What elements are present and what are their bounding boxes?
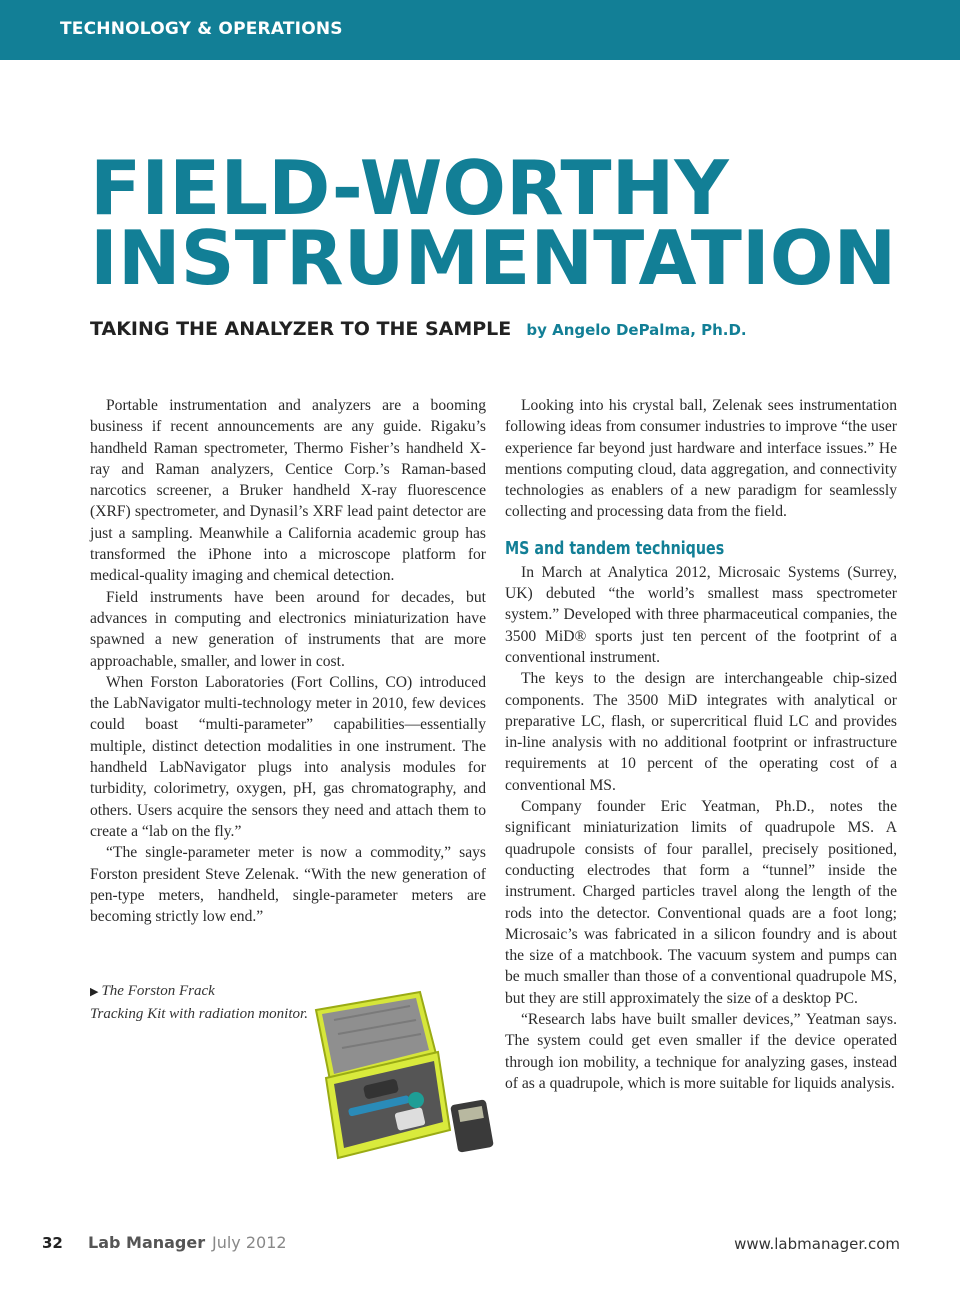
paragraph: When Forston Laboratories (Fort Collins, CO) introduced the LabNavigator multi-technology meter in 2010, few devices could boast “multi-parameter” capabilities—essentially multiple, distinct detection modalities in one instrument. The handheld LabNavigator plugs into analysis modules for turbidity, colorimetry, oxygen, pH, gas chromatography, and others. Users acquire the sensors they need and attach them to create a “lab on the fly.”: [90, 673, 486, 840]
paragraph: Company founder Eric Yeatman, Ph.D., notes the significant miniaturization limits of quadrupole MS. A quadrupole consists of four parallel, precisely positioned, conducting electrodes that form a “tunnel” inside the instrument. Charged particles travel along the length of the rods into the detector. Conventional quads are a foot long; Microsaic’s was fabricated in a silicon foundry and is about the size of a matchbook. The vacuum system and pumps can be much smaller than those of a conventional quadrupole MS, but they are still approximately the size of a desktop PC.: [505, 798, 897, 1007]
caption-line-2: Tracking Kit with radiation monitor.: [90, 1006, 308, 1022]
caption-line-1: The Forston Frack: [101, 983, 215, 999]
left-column: [90, 395, 486, 927]
tracking-kit-photo: [308, 990, 498, 1160]
article-deck: TAKING THE ANALYZER TO THE SAMPLE: [90, 318, 512, 340]
right-column: [505, 395, 897, 1094]
subhead: [90, 318, 747, 340]
caption-arrow-icon: ▶: [90, 986, 99, 998]
paragraph: Field instruments have been around for decades, but advances in computing and electronics miniaturization have spawned a new generation of instruments that are more approachable, smaller, and lower in cost.: [90, 588, 486, 670]
sensor-cap: [408, 1092, 424, 1108]
subsection-heading: MS and tandem techniques: [505, 537, 725, 559]
byline: by Angelo DePalma, Ph.D.: [526, 321, 747, 339]
website-url: www.labmanager.com: [734, 1235, 900, 1253]
title-line-1: FIELD-WORTHY: [90, 144, 729, 232]
page-footer: [0, 1232, 960, 1256]
page-number: 32: [42, 1234, 63, 1252]
section-header-bar: [0, 0, 960, 60]
paragraph: “The single-parameter meter is now a commodity,” says Forston president Steve Zelenak. “With the new generation of pen-type meters, handheld, single-parameter meters are becoming strictly low end.”: [90, 844, 486, 926]
radiation-monitor: [450, 1099, 494, 1153]
paragraph: “Research labs have built smaller devices,” Yeatman says. The system could get even smaller if the device operated through ion mobility, a technique for analyzing gases, instead of as a quadrupole, which is more suitable for liquids analysis.: [505, 1011, 897, 1092]
paragraph: Portable instrumentation and analyzers are a booming business if recent announcements are any guide. Rigaku’s handheld Raman spectrometer, Thermo Fisher’s handheld X-ray and Raman analyzers, Centice Corp.’s Raman-based narcotics screener, a Bruker handheld X-ray fluorescence (XRF) spectrometer, and Dynasil’s XRF lead paint detector are just a sampling. Meanwhile a California academic group has transformed the iPhone into a microscope platform for medical-quality imaging and chemical detection.: [90, 397, 486, 585]
paragraph: Looking into his crystal ball, Zelenak sees instrumentation following ideas from consumer industries to improve “the user experience far beyond just hardware and interface issues.” He mentions computing cloud, data aggregation, and connectivity technologies as enablers of a new paradigm for seamlessly collecting and processing data from the field.: [505, 397, 897, 521]
figure-caption: [90, 980, 310, 1025]
issue-date: July 2012: [212, 1233, 287, 1252]
paragraph: The keys to the design are interchangeable chip-sized components. The 3500 MiD integrates with analytical or preparative LC, flash, or supercritical fluid LC and provides in-line analysis with no additional footprint or infrastructure requirements at 10 percent of the operating cost of a conventional MS.: [505, 670, 897, 794]
title-line-2: INSTRUMENTATION: [90, 214, 897, 302]
article-title: [90, 144, 897, 302]
magazine-name: Lab Manager: [88, 1233, 206, 1252]
section-label: TECHNOLOGY & OPERATIONS: [60, 19, 343, 39]
paragraph: In March at Analytica 2012, Microsaic Systems (Surrey, UK) debuted “the world’s smallest mass spectrometer system.” Developed with three pharmaceutical companies, the 3500 MiD® sports just ten percent of the footprint of a conventional instrument.: [505, 563, 897, 666]
